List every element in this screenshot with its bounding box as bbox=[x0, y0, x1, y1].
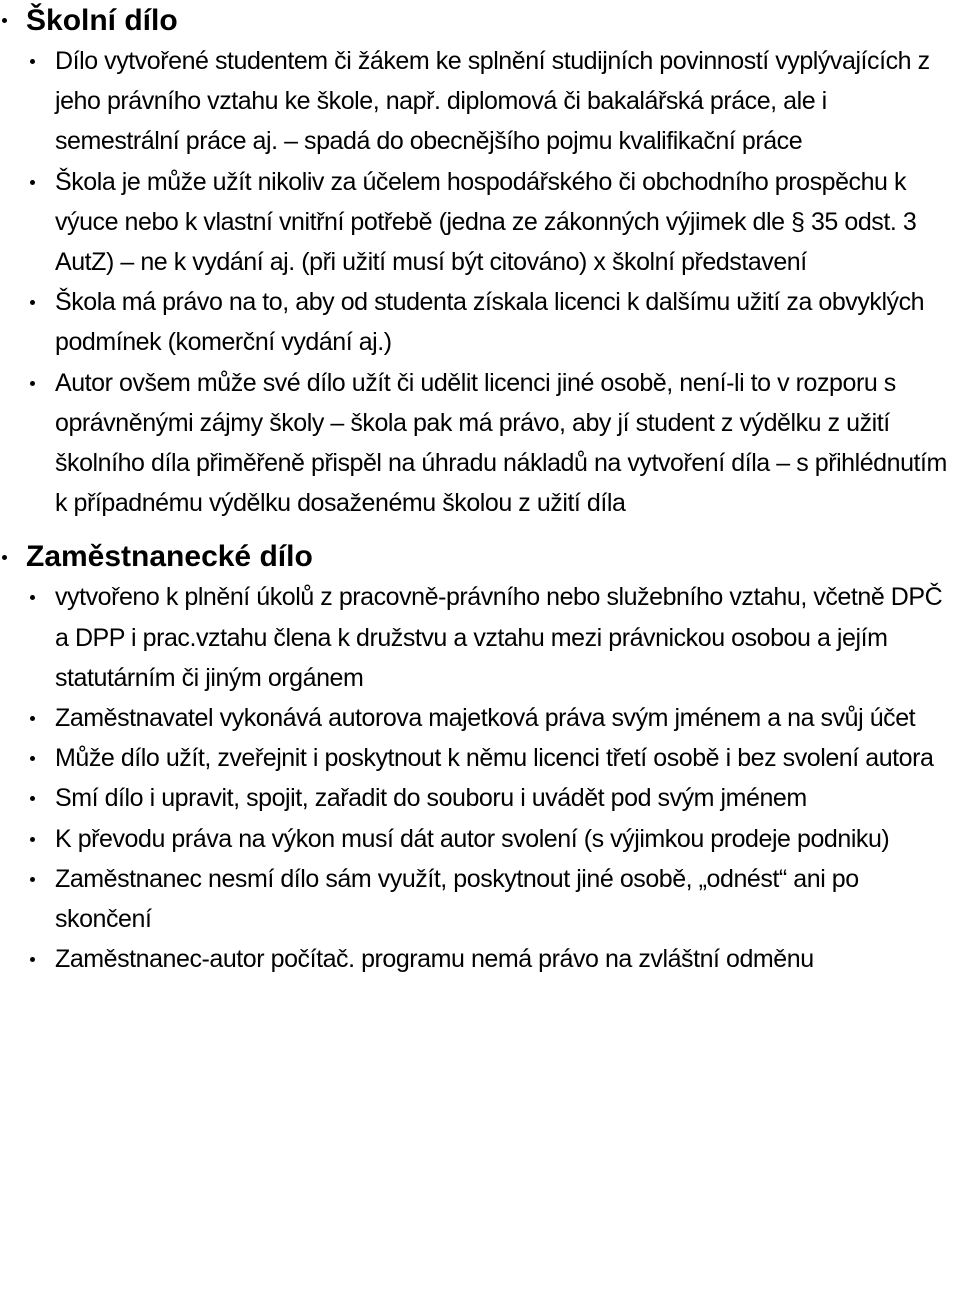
list-item-text: Škola je může užít nikoliv za účelem hospodářského či obchodního prospěchu k výuce nebo k vlastní vnitřní potřebě (jedna ze zákonných výjimek dle § 35 odst. 3 AutZ) – ne k vydání aj. (při užití musí být citováno) x školní představení bbox=[55, 167, 917, 277]
list-item-text: Autor ovšem může své dílo užít či udělit licenci jiné osobě, není-li to v rozporu s oprávněnými zájmy školy – škola pak má právo, aby jí student z výdělku z užití školního díla přiměřeně přispěl na úhradu nákladů na vytvoření díla – s přihlédnutím k případnému výdělku dosaženému školou z užití díla bbox=[55, 368, 947, 518]
list-item bbox=[0, 577, 960, 698]
bullet-dot-icon bbox=[30, 877, 35, 882]
bullet-dot-icon bbox=[30, 957, 35, 962]
bullet-dot-icon bbox=[2, 18, 7, 23]
section-heading bbox=[0, 0, 960, 41]
list-item bbox=[0, 41, 960, 162]
list-item-text: Dílo vytvořené studentem či žákem ke splnění studijních povinností vyplývajících z jeho právního vztahu ke škole, např. diplomová či bakalářská práce, ale i semestrální práce aj. – spadá do obecnějšího pojmu kvalifikační práce bbox=[55, 47, 930, 156]
list-item bbox=[0, 859, 960, 939]
list-item bbox=[0, 738, 960, 778]
bullet-dot-icon bbox=[30, 595, 35, 600]
list-item-text: Může dílo užít, zveřejnit i poskytnout k němu licenci třetí osobě i bez svolení autora bbox=[55, 744, 934, 773]
bullet-dot-icon bbox=[30, 180, 35, 185]
list-item-text: Zaměstnanec-autor počítač. programu nemá právo na zvláštní odměnu bbox=[55, 945, 814, 974]
list-item-text: Škola má právo na to, aby od studenta získala licenci k dalšímu užití za obvyklých podmínek (komerční vydání aj.) bbox=[55, 288, 925, 357]
list-item bbox=[0, 819, 960, 859]
list-item bbox=[0, 939, 960, 979]
list-item bbox=[0, 162, 960, 283]
list-item-text: K převodu práva na výkon musí dát autor svolení (s výjimkou prodeje podniku) bbox=[55, 824, 890, 853]
list-item-text: Smí dílo i upravit, spojit, zařadit do souboru i uvádět pod svým jménem bbox=[55, 784, 807, 813]
section-heading bbox=[0, 537, 960, 577]
section-heading-text: Školní dílo bbox=[26, 4, 178, 37]
list-item bbox=[0, 698, 960, 738]
list-item-text: Zaměstnavatel vykonává autorova majetková práva svým jménem a na svůj účet bbox=[55, 704, 916, 733]
section-zamestnanecke-dilo bbox=[0, 537, 960, 979]
bullet-dot-icon bbox=[30, 796, 35, 801]
list-item bbox=[0, 282, 960, 362]
bullet-list bbox=[0, 41, 960, 523]
bullet-dot-icon bbox=[30, 837, 35, 842]
bullet-dot-icon bbox=[30, 59, 35, 64]
bullet-dot-icon bbox=[30, 756, 35, 761]
list-item bbox=[0, 778, 960, 818]
bullet-dot-icon bbox=[30, 716, 35, 721]
bullet-dot-icon bbox=[2, 555, 7, 560]
section-heading-text: Zaměstnanecké dílo bbox=[26, 540, 313, 574]
bullet-dot-icon bbox=[30, 381, 35, 386]
bullet-dot-icon bbox=[30, 300, 35, 305]
section-skolni-dilo bbox=[0, 0, 960, 523]
bullet-list bbox=[0, 577, 960, 979]
list-item bbox=[0, 363, 960, 524]
list-item-text: vytvořeno k plnění úkolů z pracovně-právního nebo služebního vztahu, včetně DPČ a DPP i prac.vztahu člena k družstvu a vztahu mezi právnickou osobou a jejím statutárním či jiným orgánem bbox=[55, 583, 943, 692]
list-item-text: Zaměstnanec nesmí dílo sám využít, poskytnout jiné osobě, „odnést“ ani po skončení bbox=[55, 864, 859, 934]
